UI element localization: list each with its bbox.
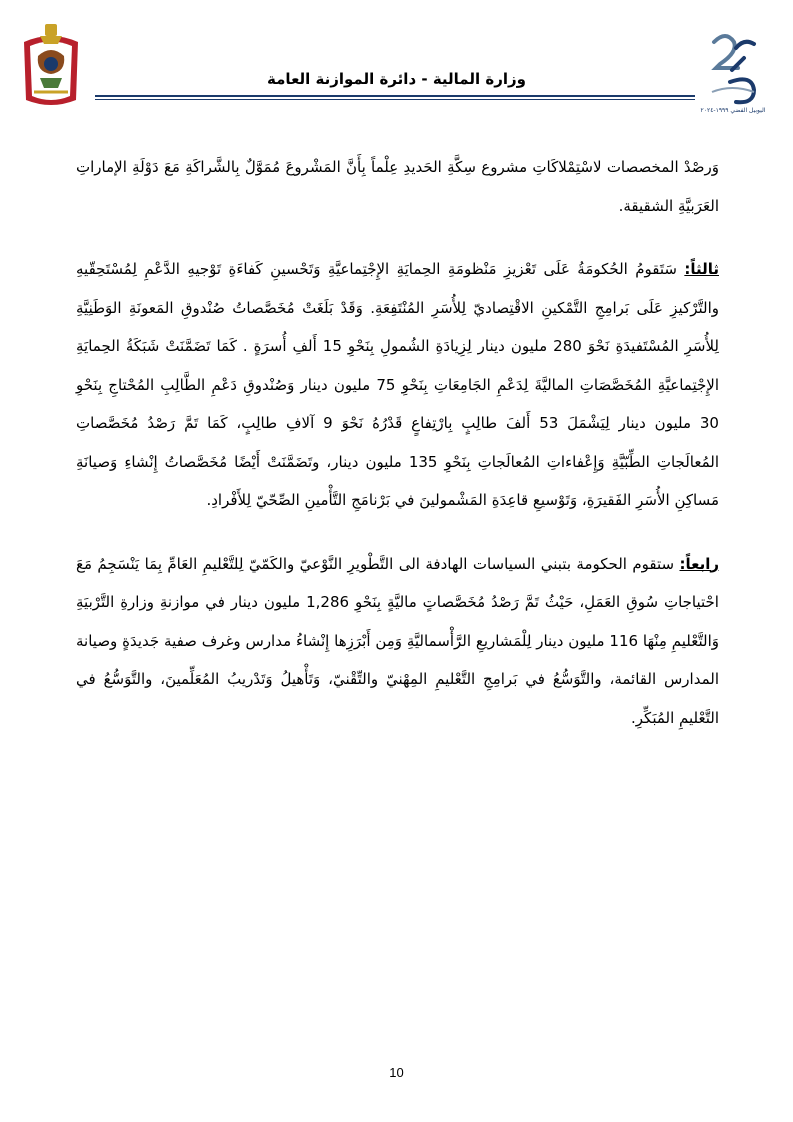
- page-header: [0, 0, 793, 120]
- paragraph-3-lead: رابعاً:: [679, 554, 719, 573]
- paragraph-3-text: ستقوم الحكومة بتبني السياسات الهادفة الى التَّطْويرِ النَّوْعيّ والكَمّيّ لِلتَّعْليمِ العَامِّ بِمَا يَنْسَجِمُ مَعَ احْتياجاتِ سُوقِ العَمَلِ، حَيْثُ تَمَّ رَصْدُ مُخَصَّصاتٍ ماليَّةٍ بِنَحْوِ 1,286 مليون دينار في موازنةِ وزارةِ التَّرْبيَةِ وَالتَّعْليمِ مِنْهَا 116 مليون دينار لِلْمَشاريعِ الرَّأْسماليَّةِ وَمِن أَبْرَزِها إِنْشاءُ مدارس وغرف صفية جَديدَةٍ وصيانة المدارس القائمة، والتَّوَسُّعُ في بَرامِجِ التَّعْليمِ المِهْنيّ والتِّقْنيّ، وَتَأْهيلُ وَتَدْريبُ المُعَلِّمينَ، والتَّوَسُّعُ في التَّعْليمِ المُبَكِّرِ.: [76, 554, 719, 727]
- header-title: وزارة المالية - دائرة الموازنة العامة: [267, 70, 526, 88]
- jubilee-25-emblem-icon: [702, 28, 764, 116]
- paragraph-2-text: سَتَقومُ الحُكومَةُ عَلَى تَعْزيزِ مَنْظومَةِ الحِمايَةِ الإِجْتِماعيَّةِ وَتَحْسينِ كَفاءَةِ تَوْجيهِ الدَّعْمِ لِمُسْتَحِقّيهِ والتَّرْكيزِ عَلَى بَرامِجِ التَّمْكينِ الاقْتِصاديّ لِلأُسَرِ المُنْتَفِعَةِ. وَقَدْ بَلَغَتْ مُخَصَّصاتُ صُنْدوقِ المَعونَةِ الوَطَنِيَّةِ لِلأُسَرِ المُسْتَفيدَةِ نَحْوَ 280 مليون دينار لِزِيادَةِ الشُمولِ بِنَحْوِ 15 أَلفِ أُسرَةٍ . كَمَا تَضَمَّنَتْ شَبَكَةُ الحِمايَةِ الإِجْتِماعيَّةِ المُخَصَّصَاتِ الماليَّةَ لِدَعْمِ الجَامِعَاتِ بِنَحْوِ 75 مليون دينار وَصُنْدوقِ دَعْمِ الطَّالِبِ المُحْتاجِ بِنَحْوِ 30 مليون دينار لِيَشْمَلَ 53 أَلفَ طالِبٍ بِارْتِفاعٍ قَدْرُهُ نَحْوَ 9 آلافِ طالِبٍ، كَمَا تَمَّ رَصْدُ مُخَصَّصاتِ المُعالَجاتِ الطِّبّيَّةِ وَإِعْفاءاتِ المُعالَجاتِ بِنَحْوِ 135 مليون دينار، وتَضَمَّنَتْ أَيْضًا مُخَصَّصاتُ إِنْشاءِ وَصيانَةِ مَساكِنِ الأُسَرِ الفَقيرَةِ، وَتَوْسيعِ قاعِدَةِ المَشْمولينَ في بَرْنامَجِ التَّأْمينِ الصِّحّيّ لِلأَفْرادِ.: [76, 260, 720, 509]
- header-divider-thin: [95, 99, 695, 100]
- document-body: [76, 148, 719, 762]
- paragraph-2-lead: ثالثاً:: [684, 260, 719, 278]
- paragraph-3: [76, 545, 719, 738]
- paragraph-2: [76, 250, 719, 520]
- royal-crest-icon: [18, 22, 84, 108]
- header-divider: [95, 95, 695, 97]
- page-number: 10: [389, 1065, 404, 1080]
- paragraph-1: وَرصْدْ المخصصات لاسْتِمْلاكَاتِ مشروع سِكَّةِ الحَديدِ عِلْماً بِأَنَّ المَشْروعَ مُمَوَّلٌ بِالشَّراكَةِ مَعَ دَوْلَةِ الإماراتِ العَرَبيَّةِ الشقيقة.: [76, 158, 719, 215]
- emblem-caption: اليوبيل الفضي ١٩٩٩-٢٠٢٤: [700, 107, 766, 114]
